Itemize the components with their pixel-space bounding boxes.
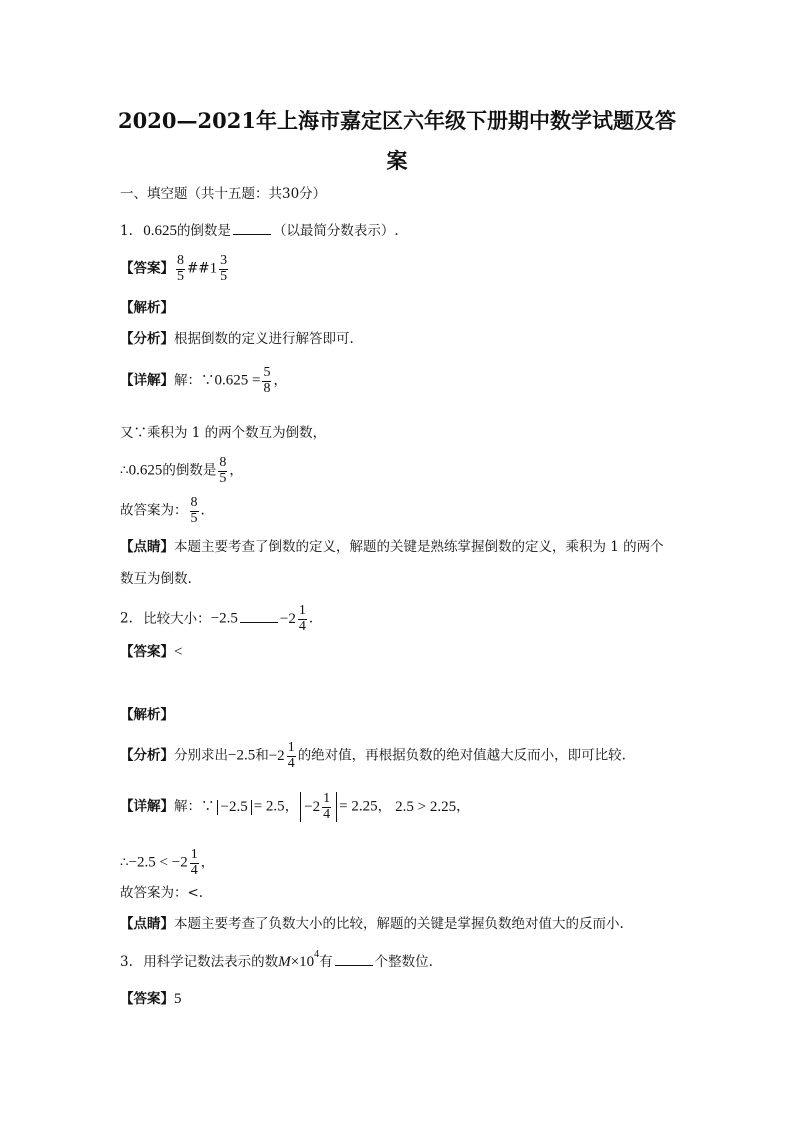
comment-text: 本题主要考查了倒数的定义，解题的关键是熟练掌握倒数的定义，乘积为 1 的两个 bbox=[174, 539, 664, 555]
question-3 bbox=[120, 949, 433, 970]
section-heading: 一、填空题（共十五题：共30分） bbox=[120, 186, 327, 202]
answer-value: < bbox=[174, 644, 183, 660]
numerator: 3 bbox=[220, 253, 228, 268]
separator: ， bbox=[284, 798, 299, 815]
detail-2-line4: 故答案为：<. bbox=[120, 885, 204, 901]
detail-1-line4 bbox=[120, 496, 205, 526]
fenxi-1 bbox=[120, 333, 354, 347]
absolute-value-1: −2.5 bbox=[217, 800, 252, 815]
therefore-symbol: ∴ bbox=[120, 462, 129, 479]
numerator: 8 bbox=[177, 253, 184, 268]
question-tail: . bbox=[308, 610, 314, 627]
comment-1 bbox=[120, 541, 664, 555]
therefore-symbol: ∴ bbox=[120, 854, 129, 871]
question-number: 3. bbox=[120, 954, 133, 970]
fenxi-label: 【分析】 bbox=[120, 331, 174, 347]
conjunction: 和 bbox=[255, 747, 269, 764]
fenxi-text: 根据倒数的定义进行解答即可. bbox=[174, 331, 354, 347]
denominator: 5 bbox=[190, 510, 198, 526]
text: 故答案为： bbox=[120, 502, 188, 519]
value-b bbox=[269, 741, 298, 771]
question-tail: 个整数位. bbox=[374, 954, 433, 970]
question-value: 0.625 bbox=[143, 223, 177, 239]
fenxi-text: 分别求出 bbox=[174, 747, 228, 764]
answer-blank bbox=[240, 610, 278, 623]
equation-left: 0.625 = bbox=[214, 372, 261, 389]
page-title: 2020—2021年上海市嘉定区六年级下册期中数学试题及答 bbox=[118, 108, 676, 133]
detail-2-line3 bbox=[120, 848, 214, 878]
answer-blank bbox=[335, 953, 373, 966]
numerator: 1 bbox=[190, 847, 198, 862]
fraction bbox=[190, 848, 199, 878]
answer-2 bbox=[120, 645, 182, 660]
detail-1 bbox=[120, 366, 287, 396]
question-tail: （以最简分数表示）. bbox=[272, 223, 399, 239]
comment-text: 本题主要考查了负数大小的比较，解题的关键是掌握负数绝对值大的反而小. bbox=[174, 916, 624, 932]
comment-label: 【点睛】 bbox=[120, 916, 174, 932]
times-ten: ×10 bbox=[290, 954, 315, 970]
absolute-result-2: = 2.25 bbox=[339, 798, 378, 815]
mixed-fraction bbox=[219, 254, 228, 284]
answer-1 bbox=[120, 254, 230, 284]
value: 0.625 bbox=[128, 462, 163, 479]
value-a: −2.5 bbox=[228, 747, 256, 764]
mixed-whole: −2 bbox=[304, 798, 321, 815]
right-value bbox=[280, 604, 309, 634]
separator: ， bbox=[377, 798, 392, 815]
numerator: 1 bbox=[287, 740, 295, 755]
absolute-result-1: = 2.5 bbox=[253, 798, 285, 815]
variable-m: M bbox=[278, 954, 291, 970]
numerator: 1 bbox=[298, 603, 306, 618]
detail-1-line2: 又∵乘积为 1 的两个数互为倒数， bbox=[120, 425, 327, 441]
detail-1-line3 bbox=[120, 456, 243, 486]
page-title-continued: 案 bbox=[386, 148, 408, 173]
question-1 bbox=[120, 222, 399, 239]
answer-label: 【答案】 bbox=[120, 260, 174, 277]
mixed-number bbox=[304, 792, 333, 822]
mixed-fraction bbox=[322, 792, 331, 822]
numerator: 8 bbox=[190, 495, 198, 510]
comment-2 bbox=[120, 918, 624, 932]
fenxi-label: 【分析】 bbox=[120, 747, 174, 764]
question-2 bbox=[120, 604, 313, 634]
equation-tail: ， bbox=[273, 372, 287, 389]
mixed-fraction bbox=[298, 604, 307, 634]
answer-fraction bbox=[176, 254, 185, 284]
comment-1-continued: 数互为倒数. bbox=[120, 571, 192, 587]
detail-2 bbox=[120, 792, 470, 822]
mixed-whole: 1 bbox=[209, 260, 218, 277]
question-text-2: 有 bbox=[319, 954, 333, 970]
fenxi-2 bbox=[120, 741, 626, 771]
answer-3 bbox=[120, 992, 182, 1007]
left-value: −2.5 bbox=[210, 610, 238, 627]
question-text: 的倒数是 bbox=[176, 223, 231, 239]
answer-separator: ## bbox=[187, 260, 210, 277]
denominator: 4 bbox=[323, 806, 331, 822]
question-number: 1. bbox=[120, 223, 133, 239]
denominator: 5 bbox=[177, 268, 184, 284]
mixed-whole: −2 bbox=[268, 747, 285, 764]
tail: ， bbox=[200, 854, 215, 871]
separator: ， bbox=[456, 798, 470, 815]
fraction bbox=[218, 456, 227, 486]
question-text: 用科学记数法表示的数 bbox=[143, 954, 279, 970]
expression: −2.5 < −2 bbox=[128, 854, 188, 871]
answer-label: 【答案】 bbox=[120, 991, 174, 1007]
denominator: 5 bbox=[220, 268, 228, 284]
numerator: 1 bbox=[323, 791, 331, 806]
denominator: 4 bbox=[190, 862, 198, 878]
fenxi-text-end: 的绝对值，再根据负数的绝对值越大反而小，即可比较. bbox=[297, 747, 626, 764]
exponent: 4 bbox=[314, 949, 320, 960]
absolute-value-2 bbox=[300, 792, 337, 822]
mixed-whole: −2 bbox=[279, 610, 296, 627]
comment-label: 【点睛】 bbox=[120, 539, 174, 555]
analysis-label-2: 【解析】 bbox=[120, 707, 174, 723]
numerator: 5 bbox=[263, 365, 271, 380]
fraction bbox=[190, 496, 199, 526]
question-text: 比较大小： bbox=[143, 610, 211, 627]
detail-text: 解：∵ bbox=[174, 372, 215, 389]
denominator: 8 bbox=[263, 380, 271, 396]
answer-value: 5 bbox=[174, 991, 182, 1007]
question-number: 2. bbox=[120, 610, 133, 627]
denominator: 5 bbox=[219, 470, 227, 486]
answer-label: 【答案】 bbox=[120, 644, 174, 660]
numerator: 8 bbox=[219, 455, 227, 470]
detail-label: 【详解】 bbox=[120, 372, 174, 389]
answer-blank bbox=[233, 222, 271, 235]
detail-label: 【详解】 bbox=[120, 798, 174, 815]
text: 的倒数是 bbox=[162, 462, 217, 479]
denominator: 4 bbox=[287, 755, 295, 771]
mixed-fraction bbox=[287, 741, 296, 771]
analysis-label-1: 【解析】 bbox=[120, 300, 174, 316]
detail-text: 解：∵ bbox=[174, 798, 215, 815]
comparison: 2.5 > 2.25 bbox=[395, 798, 457, 815]
denominator: 4 bbox=[298, 618, 306, 634]
equation-fraction bbox=[262, 366, 271, 396]
tail: . bbox=[200, 502, 205, 519]
tail: ， bbox=[229, 462, 243, 479]
